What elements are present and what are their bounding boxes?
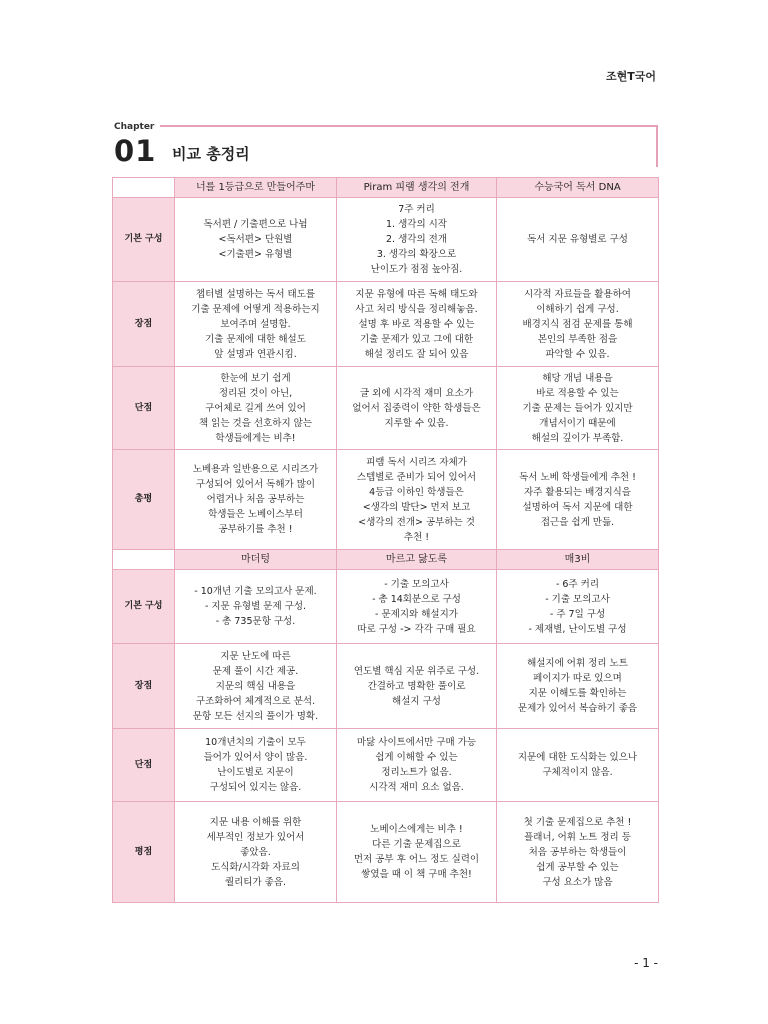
cell-line: 도식화/시각화 자료의 <box>211 861 300 873</box>
cell-line: 마닳 사이트에서만 구매 가능 <box>356 737 477 748</box>
cell-line: 독서 지문 유형별로 구성 <box>527 234 628 245</box>
row-label: 평점 <box>113 802 175 903</box>
cell-line: 책 읽는 것을 선호하지 않는 <box>198 417 313 429</box>
table1-header-row <box>113 178 659 198</box>
table2-book-header: 매3비 <box>497 550 659 570</box>
cell-line: <생각의 전개> 공부하는 것 <box>358 516 475 528</box>
table-cell <box>497 367 659 450</box>
chapter-number: 01 <box>114 134 157 168</box>
table-row <box>113 198 659 282</box>
cell-line: 노베용과 일반용으로 시리즈가 <box>192 464 319 475</box>
table-row <box>113 570 659 644</box>
cell-line: 처음 공부하는 학생들이 <box>528 846 627 858</box>
table-cell <box>337 802 497 903</box>
table-cell <box>175 367 337 450</box>
table-cell <box>175 198 337 282</box>
table1-book-header: 너를 1등급으로 만들어주마 <box>175 178 337 198</box>
cell-line: - 기출 모의고사 <box>384 578 449 590</box>
cell-line: 다른 기출 문제집으로 <box>372 839 461 850</box>
cell-line: 시각적 재미 요소 없음. <box>369 782 464 793</box>
table-cell <box>497 644 659 729</box>
table-cell <box>497 570 659 644</box>
cell-line: 시각적 자료들을 활용하여 <box>524 288 631 300</box>
cell-line: 앞 설명과 연관시킴. <box>214 348 297 360</box>
cell-line: 챕터별 설명하는 독서 태도를 <box>195 288 316 300</box>
cell-line: 연도별 핵심 지문 위주로 구성. <box>353 665 480 677</box>
table1-corner-cell <box>113 178 175 198</box>
cell-line: 지문 이해도를 확인하는 <box>528 688 627 699</box>
cell-line: 지문의 핵심 내용을 <box>215 680 296 692</box>
cell-line: - 10개년 기출 모의고사 문제. <box>194 586 317 597</box>
chapter-label: Chapter <box>114 122 155 132</box>
cell-line: 구조화하여 체계적으로 분석. <box>195 695 316 707</box>
cell-line: 쉽게 이해할 수 있는 <box>375 752 458 763</box>
cell-line: 기출 문제에 대한 해설도 <box>205 333 306 345</box>
cell-line: 설명 후 바로 적용할 수 있는 <box>358 318 475 330</box>
table-cell <box>175 570 337 644</box>
table-cell <box>337 570 497 644</box>
cell-line: <생각의 발단> 먼저 보고 <box>362 501 471 513</box>
table-row <box>113 644 659 729</box>
cell-line: 지문 유형에 따른 독해 태도와 <box>355 288 478 300</box>
cell-line: 퀄리티가 좋음. <box>224 876 287 888</box>
cell-line: 해설 정리도 잘 되어 있음 <box>364 348 469 360</box>
header-brand: 조현T국어 <box>605 70 656 83</box>
table1-book-header: Piram 피램 생각의 전개 <box>337 178 497 198</box>
cell-line: 해당 개념 내용을 <box>542 372 613 384</box>
cell-line: 이해하기 쉽게 구성. <box>536 303 619 315</box>
cell-line: 좋았음. <box>240 846 271 858</box>
cell-line: 구성되어 있지는 않음. <box>209 782 302 793</box>
cell-line: 피램 독서 시리즈 자체가 <box>366 456 467 468</box>
cell-line: 학생들은 노베이스부터 <box>208 509 303 520</box>
cell-line: 지루할 수 있음. <box>384 417 449 429</box>
cell-line: 문제 풀이 시간 제공. <box>212 665 299 677</box>
cell-line: 배경지식 점검 문제를 통해 <box>522 318 633 330</box>
table-cell <box>337 367 497 450</box>
table-cell <box>175 729 337 802</box>
row-label: 단점 <box>113 367 175 450</box>
chapter-title: 비교 총정리 <box>172 145 250 163</box>
cell-line: 독서 노베 학생들에게 추천 ! <box>519 471 636 483</box>
cell-line: - 지문 유형별 문제 구성. <box>204 601 307 612</box>
cell-line: 지문 난도에 따른 <box>220 650 291 662</box>
cell-line: 난이도가 점점 높아짐. <box>370 264 463 275</box>
table-cell <box>337 644 497 729</box>
cell-line: <독서편> 단원별 <box>218 234 293 245</box>
chapter-rule-right <box>656 125 658 167</box>
cell-line: 설명하여 독서 지문에 대한 <box>522 501 633 513</box>
cell-line: 따로 구성 -> 각각 구매 필요 <box>357 623 476 635</box>
table-cell <box>175 282 337 367</box>
table-row <box>113 282 659 367</box>
table-cell <box>497 802 659 903</box>
cell-line: 한눈에 보기 쉽게 <box>220 372 291 384</box>
cell-line: 구체적이지 않음. <box>542 767 613 778</box>
cell-line: 난이도별로 지문이 <box>217 767 294 778</box>
table-cell <box>337 450 497 550</box>
cell-line: - 주 7일 구성 <box>549 608 606 620</box>
cell-line: 해설지에 어휘 정리 노트 <box>527 658 628 669</box>
cell-line: <기출편> 유형별 <box>218 249 293 260</box>
cell-line: 독서편 / 기출편으로 나뉨 <box>203 219 308 230</box>
cell-line: 본인의 부족한 점을 <box>537 333 618 345</box>
table2-book-header: 마더텅 <box>175 550 337 570</box>
cell-line: 학생들에게는 비추! <box>215 432 296 444</box>
table-cell <box>337 282 497 367</box>
cell-line: 없어서 집중력이 약한 학생들은 <box>352 402 481 414</box>
cell-line: 스텝별로 준비가 되어 있어서 <box>356 471 477 483</box>
table-cell <box>497 729 659 802</box>
table-row <box>113 450 659 550</box>
cell-line: 문제가 있어서 복습하기 좋음 <box>517 703 638 714</box>
cell-line: 바로 적용할 수 있는 <box>536 387 619 399</box>
cell-line: - 6주 커리 <box>555 578 600 590</box>
table2-corner-cell <box>113 550 175 570</box>
row-label: 장점 <box>113 644 175 729</box>
cell-line: - 기출 모의고사 <box>545 593 610 605</box>
row-label: 기본 구성 <box>113 198 175 282</box>
row-label: 기본 구성 <box>113 570 175 644</box>
cell-line: 지문에 대한 도식화는 있으나 <box>517 752 638 763</box>
cell-line: 기출 문제가 있고 그에 대한 <box>359 333 474 345</box>
cell-line: 먼저 공부 후 어느 정도 실력이 <box>353 854 480 865</box>
table-cell <box>175 644 337 729</box>
table-row <box>113 367 659 450</box>
cell-line: 공부하기를 추천 ! <box>218 524 293 535</box>
row-label: 총평 <box>113 450 175 550</box>
cell-line: 정리노트가 없음. <box>381 767 452 778</box>
cell-line: 들어가 있어서 양이 많음. <box>203 752 308 763</box>
table-cell <box>175 802 337 903</box>
cell-line: 보여주며 설명함. <box>220 318 291 330</box>
chapter-rule-top <box>160 125 658 127</box>
cell-line: 해설지 구성 <box>392 695 441 707</box>
cell-line: 간결하고 명확한 풀이로 <box>367 680 466 692</box>
table-cell <box>497 450 659 550</box>
cell-line: 기출 문제에 어떻게 적용하는지 <box>191 303 320 315</box>
cell-line: 1. 생각의 시작 <box>386 219 447 230</box>
table-cell <box>175 450 337 550</box>
cell-line: 구성 요소가 많음 <box>542 876 613 888</box>
table2-header-row <box>113 550 659 570</box>
table-row <box>113 802 659 903</box>
cell-line: 지문 내용 이해를 위한 <box>209 816 302 828</box>
cell-line: 쌓였을 때 이 책 구매 추천! <box>361 869 472 880</box>
cell-line: 2. 생각의 전개 <box>386 234 447 245</box>
cell-line: 구어체로 길게 쓰여 있어 <box>205 402 306 414</box>
cell-line: 자주 활용되는 배경지식을 <box>524 486 631 498</box>
comparison-table <box>112 177 659 903</box>
cell-line: 7주 커리 <box>398 204 435 215</box>
cell-line: 어렵거나 처음 공부하는 <box>206 494 305 505</box>
row-label: 장점 <box>113 282 175 367</box>
cell-line: 세부적인 정보가 있어서 <box>206 831 305 843</box>
cell-line: - 총 735문항 구성. <box>215 616 296 627</box>
table-cell <box>337 729 497 802</box>
cell-line: - 문제지와 해설지가 <box>375 608 458 620</box>
cell-line: 페이지가 따로 있으며 <box>533 673 622 684</box>
table-cell <box>497 282 659 367</box>
cell-line: 글 외에 시각적 재미 요소가 <box>359 387 474 399</box>
cell-line: 추천 ! <box>403 531 430 543</box>
cell-line: 사고 처리 방식을 정리해놓음. <box>355 303 478 315</box>
cell-line: 플래너, 어휘 노트 정리 등 <box>524 831 631 843</box>
cell-line: 접근을 쉽게 만듦. <box>540 516 615 528</box>
table-cell <box>337 198 497 282</box>
cell-line: 문항 모든 선지의 풀이가 명확. <box>192 710 319 722</box>
cell-line: 4등급 이하인 학생들은 <box>369 486 464 498</box>
cell-line: - 총 14회분으로 구성 <box>372 593 461 605</box>
cell-line: 3. 생각의 확장으로 <box>376 249 457 260</box>
table-cell <box>497 198 659 282</box>
cell-line: 노베이스에게는 비추 ! <box>370 824 463 835</box>
table1-book-header: 수능국어 독서 DNA <box>497 178 659 198</box>
cell-line: 구성되어 있어서 독해가 많이 <box>195 479 316 490</box>
cell-line: - 제재별, 난이도별 구성 <box>528 623 627 635</box>
cell-line: 파악할 수 있음. <box>545 348 610 360</box>
page-number: - 1 - <box>634 956 658 970</box>
cell-line: 개념서이기 때문에 <box>539 417 616 429</box>
cell-line: 첫 기출 문제집으로 추천 ! <box>523 816 632 828</box>
cell-line: 쉽게 공부할 수 있는 <box>536 861 619 873</box>
row-label: 단점 <box>113 729 175 802</box>
cell-line: 10개년치의 기출이 모두 <box>205 737 306 748</box>
cell-line: 기출 문제는 들어가 있지만 <box>522 402 633 414</box>
table-row <box>113 729 659 802</box>
cell-line: 정리된 것이 아닌, <box>218 387 293 399</box>
table2-book-header: 마르고 닳도록 <box>337 550 497 570</box>
cell-line: 해설의 깊이가 부족함. <box>531 432 624 444</box>
